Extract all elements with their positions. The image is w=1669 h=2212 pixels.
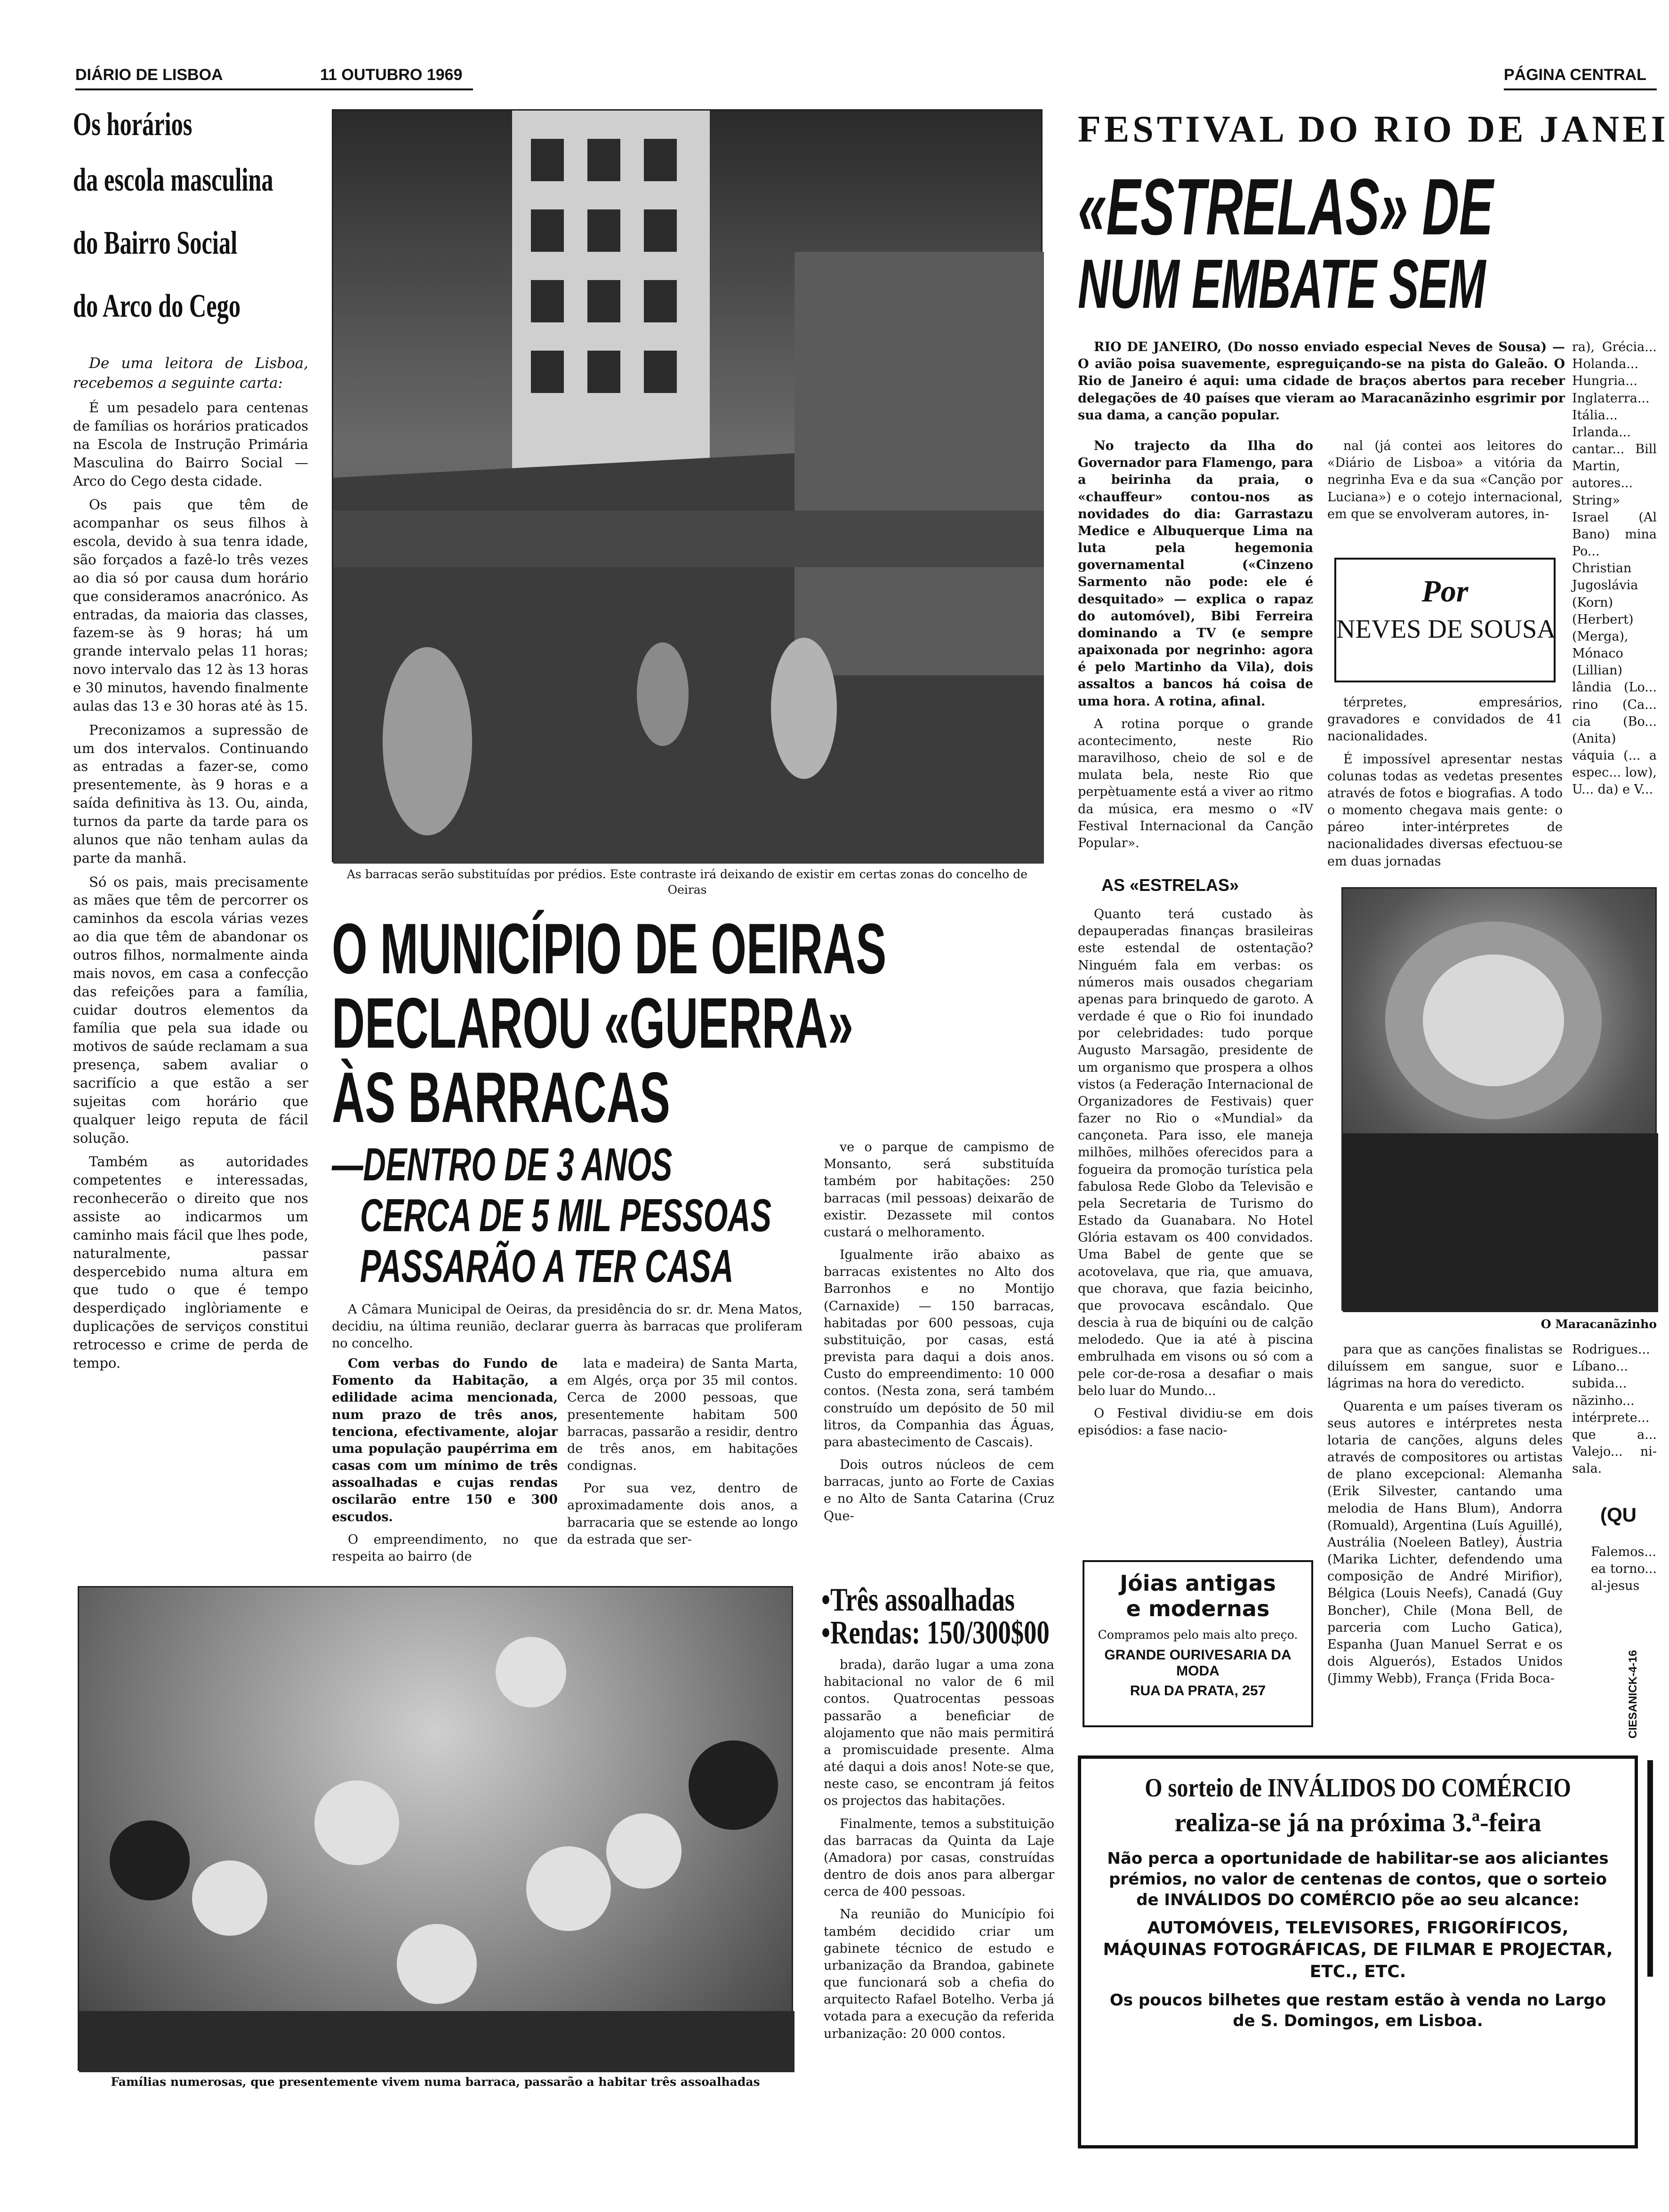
header-rule-left bbox=[75, 88, 473, 90]
paragraph: Quarenta e um países tiveram os seus autores e intérpretes nesta lotaria de canções, alguns deles através de compositores ou artistas de plano excepcional: Alemanha (Erik Silvester, cantando uma melodia de Hans Blum), Andorra (Romuald), Argentina (Luís Aguillé), Austrália (Noeleen Batley), Áustria (Marika Lichter, defendendo uma composição de André Mirifior), Bélgica (Louis Neefs), Canadá (Guy Boncher), Chile (Mona Bell, de parceria com Lucho Gatica), Espanha (Juan Manuel Serrat e os dois Alguerós), Estados Unidos (Jimmy Webb), França (Frida Boca- bbox=[1327, 1399, 1563, 1686]
ad-text: Compramos pelo mais alto preço. bbox=[1098, 1628, 1298, 1642]
oeiras-bullets bbox=[821, 1584, 1066, 1650]
title-line: do Arco do Cego bbox=[73, 288, 241, 324]
paragraph: ve o parque de campismo de Monsanto, será substituída também por habitações: 250 barracas (mil pessoas) deixarão de existir. Dezassete mil contos custará o melhoramento. bbox=[824, 1140, 1054, 1240]
lead-text: RIO DE JANEIRO, (Do nosso enviado especial Neves de Sousa) — O avião poisa suavemente, espreguiçando-se na pista do Galeão. O Rio de Janeiro é aqui: uma cidade de braços abertos para receber delegações de 40 países que vieram ao Maracanãzinho esgrimir por sua dama, a canção popular. bbox=[1078, 340, 1565, 423]
festival-lead bbox=[1078, 339, 1565, 433]
header-rule-right bbox=[1504, 88, 1657, 90]
paragraph: para que as canções finalistas se diluíssem em sangue, suor e lágrimas na hora do veredicto. bbox=[1327, 1342, 1563, 1391]
paragraph: Preconizamos a supressão de um dos intervalos. Continuando as entradas a fazer-se, como presentemente, às 9 horas e a saída definitiva às 13. Ou, ainda, turnos da parte da tarde para os alunos que não tenham aulas da parte da manhã. bbox=[73, 721, 308, 866]
photo-bottom-caption: Famílias numerosas, que presentemente vivem numa barraca, passarão a habitar três assoalhadas bbox=[111, 2075, 760, 2089]
festival-column-3-bottom bbox=[1572, 1341, 1657, 1497]
paragraph: Também as autoridades competentes e interessadas, reconhecerão o direito que nos assiste ao indicarmos um caminho mais fácil que lhes pode, naturalmente, passar despercebido numa altura em que tudo o que é tempo desperdiçado inglòriamente e duplicações de serviços constitui retrocesso e crime de perda de tempo. bbox=[73, 1154, 308, 1371]
section-label: PÁGINA CENTRAL bbox=[1504, 66, 1646, 84]
ad-address: RUA DA PRATA, 257 bbox=[1130, 1683, 1266, 1699]
subheadline-line: PASSARÃO A TER CASA bbox=[360, 1240, 734, 1292]
ad-store: GRANDE OURIVESARIA DA MODA bbox=[1104, 1647, 1292, 1679]
bullet-line: •Rendas: 150/300$00 bbox=[821, 1615, 1050, 1651]
oeiras-headline bbox=[332, 909, 1057, 1144]
festival-column-3-top bbox=[1572, 339, 1657, 880]
paragraph: nal (já contei aos leitores do «Diário de Lisboa» a vitória da negrinha Eva e da sua «Canção por Luciana») e o cotejo internacional, em que se envolveram autores, in- bbox=[1327, 439, 1563, 521]
paragraph: Na reunião do Município foi também decidido criar um gabinete técnico de estudo e urbanização da Brandoa, gabinete que funcionará sob a chefia do arquitecto Rafael Botelho. Verba já votada para a execução da referida urbanização: 20 000 contos. bbox=[824, 1907, 1054, 2041]
shanty-photo-illustration bbox=[333, 111, 1044, 864]
families-photo-illustration bbox=[79, 1587, 794, 2072]
lottery-text: Não perca a oportunidade de habilitar-se aos aliciantes prémios, no valor de centenas de contos, que o sorteio de INVÁLIDOS DO COMÉRCIO põe ao seu alcance: bbox=[1107, 1849, 1609, 1910]
families-photo bbox=[78, 1586, 793, 2071]
headline-line: DECLAROU «GUERRA» bbox=[332, 983, 854, 1063]
festival-headline-line: «ESTRELAS» DE bbox=[1078, 162, 1493, 252]
lead-text: A Câmara Municipal de Oeiras, da presidência do sr. dr. Mena Matos, decidiu, na última reunião, declarar guerra às barracas que proliferam no concelho. bbox=[332, 1302, 802, 1351]
ad-title-line: e modernas bbox=[1126, 1596, 1270, 1621]
lottery-title: O sorteio de INVÁLIDOS DO COMÉRCIO bbox=[1145, 1773, 1571, 1803]
ad-code-text: CIESANICK-4-16 bbox=[1627, 1650, 1639, 1739]
festival-subhead: AS «ESTRELAS» bbox=[1101, 875, 1239, 895]
lottery-footer: Os poucos bilhetes que restam estão à venda no Largo de S. Domingos, em Lisboa. bbox=[1109, 1990, 1606, 2031]
maracanazinho-photo-illustration bbox=[1343, 889, 1658, 1312]
paragraph: O empreendimento, no que respeita ao bairro (de bbox=[332, 1532, 558, 1564]
paragraph: Por sua vez, dentro de aproximadamente dois anos, a barracaria que se estende ao longo da estrada que ser- bbox=[567, 1481, 798, 1547]
festival-headline bbox=[1078, 162, 1657, 332]
festival-headline-line: NUM EMBATE SEM bbox=[1078, 245, 1486, 323]
paragraph: Os pais que têm de acompanhar os seus filhos à escola, devido à sua tenra idade, são forçados a fazê-lo três vezes ao dia só por causa dum horário que consideramos anacrónico. As entradas, da maioria das classes, fazem-se às 9 horas; há um grande intervalo pelas 11 horas; novo intervalo das 12 às 13 horas e 30 minutos, havendo finalmente aulas das 13 e 30 horas até às 15. bbox=[73, 497, 308, 714]
paragraph: Só os pais, mais precisamente as mães que têm de percorrer os caminhos da escola várias vezes ao dia que têm de abandonar os outros filhos, normalmente ainda mais novos, em casa a confecção das refeições para a família, cuidar doutros elementos da família que pela sua idade ou motivos de saúde reclamam a sua presença, sabem avaliar o sacrifício a que estão a ser sujeitas com horário que qualquer leigo reputa de fácil solução. bbox=[73, 874, 308, 1146]
byline-box bbox=[1334, 558, 1556, 682]
title-line: da escola masculina bbox=[73, 162, 273, 198]
oeiras-column-1 bbox=[332, 1355, 558, 1564]
jewelry-ad bbox=[1083, 1560, 1313, 1727]
paragraph: ra), Grécia... Holanda... Hungria... Inglaterra... Itália... Irlanda... cantar... Bill Martin, autores... String» Israel (Al Bano) mina Po... Christian Jugoslávia (Korn) (Herbert) (Merga), Mónaco (Lillian) lândia (Lo... rino (Ca... cia (Bo... (Anita) váquia (... a espec... low), U... da) e V... bbox=[1572, 340, 1657, 797]
bullet-line: •Três assoalhadas bbox=[821, 1582, 1015, 1618]
headline-line: ÀS BARRACAS bbox=[332, 1058, 670, 1138]
subheadline-line: —DENTRO DE 3 ANOS bbox=[332, 1138, 673, 1190]
photo-top-caption: As barracas serão substituídas por prédios. Este contraste irá deixando de existir em certas zonas do concelho de Oeiras bbox=[346, 867, 1028, 897]
byline-author: NEVES DE SOUSA bbox=[1336, 615, 1556, 644]
paragraph: brada), darão lugar a uma zona habitacional no valor de 6 mil contos. Quatrocentas pessoas passarão a beneficiar de alojamento que não mais permitirá a promiscuidade presente. Alma até daqui a dois anos! Note-se que, neste caso, se encontram já feitos os projectos das habitações. bbox=[824, 1658, 1054, 1809]
issue-date: 11 OUTUBRO 1969 bbox=[320, 66, 463, 84]
maracanazinho-caption: O Maracanãzinho bbox=[1541, 1317, 1657, 1331]
lottery-ad bbox=[1078, 1755, 1638, 2148]
festival-column-1 bbox=[1078, 438, 1313, 861]
title-line: Os horários bbox=[73, 106, 193, 143]
subheadline-line: CERCA DE 5 MIL PESSOAS bbox=[360, 1189, 771, 1241]
newspaper-name: DIÁRIO DE LISBOA bbox=[75, 66, 223, 84]
maracanazinho-photo bbox=[1341, 887, 1657, 1311]
festival-tail-heading: (QU bbox=[1600, 1504, 1637, 1526]
ad-title-line: Jóias antigas bbox=[1120, 1571, 1276, 1596]
left-article-title bbox=[73, 108, 320, 346]
edge-bar bbox=[1647, 1760, 1653, 1977]
festival-kicker bbox=[1078, 108, 1669, 160]
paragraph: Igualmente irão abaixo as barracas existentes no Alto dos Barronhos e no Montijo (Carnaxide) — 150 barracas, habitadas por 600 pessoas, cuja substituição, por casas, está prevista para daqui a dois anos. Custo do empreendimento: 10 000 contos. (Nesta zona, será também construído um depósito de 50 mil litros, da Companhia das Águas, para abastecimento de Cascais). bbox=[824, 1248, 1054, 1450]
byline-by: Por bbox=[1421, 574, 1468, 609]
headline-line: O MUNICÍPIO DE OEIRAS bbox=[332, 909, 887, 989]
oeiras-lead bbox=[332, 1301, 802, 1351]
paragraph: No trajecto da Ilha do Governador para Flamengo, para a beirinha da praia, o «chauffeur» contou-nos as novidades do dia: Garrastazu Medice e Albuquerque Lima na luta pela hegemonia governamental («Cinzeno Sarmento não pode: ele é desquitado» — explica o rapaz do automóvel), Bibi Ferreira dominando a TV (e sempre apaixonada por negrinho: agora é pelo Martinho da Vila), dois assaltos a bancos há coisa de uma hora. A rotina, afinal. bbox=[1078, 439, 1313, 709]
festival-column-2-top bbox=[1327, 438, 1563, 546]
title-line: do Bairro Social bbox=[73, 225, 238, 261]
paragraph: Finalmente, temos a substituição das barracas da Quinta da Laje (Amadora) por casas, construídas dentro de dois anos para albergar cerca de 400 pessoas. bbox=[824, 1816, 1054, 1899]
intro: De uma leitora de Lisboa, recebemos a seguinte carta: bbox=[73, 355, 308, 392]
lottery-prizes: AUTOMÓVEIS, TELEVISORES, FRIGORÍFICOS, MÁQUINAS FOTOGRÁFICAS, DE FILMAR E PROJECTAR, ETC., ETC. bbox=[1103, 1918, 1613, 1982]
oeiras-column-2 bbox=[567, 1355, 798, 1553]
paragraph: Rodrigues... Líbano... subida... nãzinho... intérprete... que a... Valejo... ni-sala. bbox=[1572, 1342, 1657, 1476]
kicker-text: FESTIVAL DO RIO DE JANEI bbox=[1078, 109, 1669, 150]
lottery-subtitle: realiza-se já na próxima 3.ª-feira bbox=[1174, 1808, 1541, 1837]
ad-code bbox=[1610, 1619, 1657, 1741]
paragraph: Falemos... ea torno... al-jesus bbox=[1591, 1545, 1657, 1594]
paragraph: É um pesadelo para centenas de famílias os horários praticados na Escola de Instrução Primária Masculina do Bairro Social — Arco do Cego desta cidade. bbox=[73, 400, 308, 489]
paragraph: lata e madeira) de Santa Marta, em Algés, orça por 35 mil contos. Cerca de 2000 pessoas, que presentemente habitam 500 barracas, passarão a residir, dentro de três anos, em habitações condignas. bbox=[567, 1356, 798, 1474]
paragraph: É impossível apresentar nestas colunas todas as vedetas presentes através de fotos e biografias. A todo o momento chegava mais gente: o páreo inter-intérpretes de nacionalidades diversas efectuou-se em duas jornadas bbox=[1327, 752, 1563, 869]
shanty-photo bbox=[332, 109, 1043, 862]
paragraph: térpretes, empresários, gravadores e convidados de 41 nacionalidades. bbox=[1327, 695, 1563, 744]
oeiras-column-3 bbox=[824, 1139, 1054, 1577]
paragraph: O Festival dividiu-se em dois episódios: a fase nacio- bbox=[1078, 1406, 1313, 1438]
festival-column-2-mid bbox=[1327, 694, 1563, 878]
paragraph: A rotina porque o grande acontecimento, neste Rio maravilhoso, cheio de sol e de mulata bela, neste Rio que perpètuamente está a viver ao ritmo da música, era mesmo o «IV Festival Internacional da Canção Popular». bbox=[1078, 716, 1313, 850]
oeiras-column-3b bbox=[824, 1657, 1054, 2188]
paragraph: Quanto terá custado às depauperadas finanças brasileiras este estendal de ostentação? Ninguém fala em verbas: os números mais ousados chegariam apenas para brinquedo de garoto. A verdade é que o Rio foi inundado por celebridades: tudo porque Augusto Marsagão, presidente de um organismo que prospera a olhos vistos (a Federação Internacional de Organizadores de Festivais) quer fazer no Rio o «Mundial» da cançoneta. Para isso, ele maneja milhões, milhões oferecidos para a fogueira da promoção turística pela fabulosa Rede Globo da Televisão e pela Secretaria de Turismo do Estado da Guanabara. No Hotel Glória estavam os 400 convidados. Uma Babel de gente que se acotovelava, que ria, que amuava, que chorava, que fazia beicinho, que provocava escândalo. Que descia à rua de biquíni ou de calção melodedo. Que ia até à piscina embrulhada em visons ou só com a pele cor-de-rosa a desafiar o mais belo luar do Mundo... bbox=[1078, 907, 1313, 1398]
paragraph: Dois outros núcleos de cem barracas, junto ao Forte de Caxias e no Alto de Santa Catarina (Cruz Que- bbox=[824, 1458, 1054, 1523]
oeiras-subheadline bbox=[332, 1138, 802, 1297]
left-article-body bbox=[73, 354, 308, 1371]
paragraph: Com verbas do Fundo de Fomento da Habitação, a edilidade acima mencionada, num prazo de três anos, tenciona, efectivamente, alojar uma população paupérrima em casas com um mínimo de três assoalhadas e cujas rendas oscilarão entre 150 e 300 escudos. bbox=[332, 1356, 558, 1524]
